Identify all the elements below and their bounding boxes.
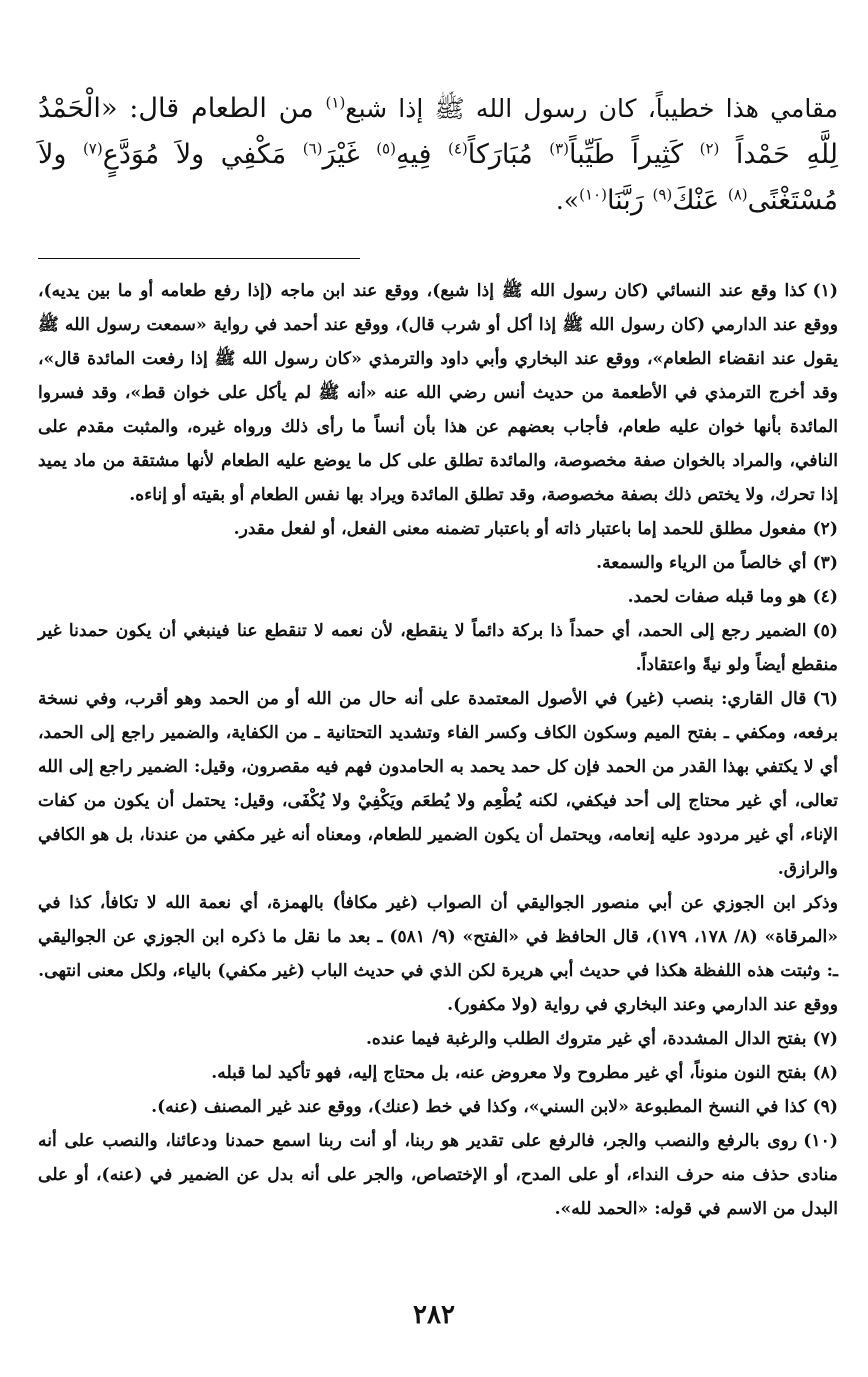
main-segment: كَثِيراً طَيِّباً [569, 139, 700, 170]
main-segment: رَبَّنَا [606, 185, 653, 216]
footnote-number: (٤) [812, 587, 838, 607]
footnotes [38, 274, 838, 1226]
footnote-ref-5: (٥) [376, 139, 396, 158]
main-segment: ولاَ مُسْتَغْنًى [38, 139, 838, 216]
footnote-5 [38, 614, 838, 682]
main-lead: مقامي هذا خطيباً، كان رسول الله ﷺ إذا شبع [345, 94, 839, 123]
footnote-1 [38, 274, 838, 512]
footnote-separator [38, 258, 360, 259]
footnote-number: (٥) [812, 621, 838, 641]
main-segment: مَكْفِي ولاَ مُوَدَّعٍ [102, 139, 303, 170]
footnote-3 [38, 546, 838, 580]
footnote-ref-8: (٨) [727, 185, 748, 204]
footnote-text: بفتح النون منوناً، أي غير مطروح ولا معروض عنه، بل محتاج إليه، فهو تأكيد لما قبله. [211, 1063, 807, 1083]
footnote-6-continuation: ووقع عند الدارمي وعند البخاري في رواية (ولا مكفور). [447, 995, 838, 1015]
footnote-ref-4: (٤) [448, 139, 468, 158]
footnote-number: (٩) [812, 1097, 838, 1117]
footnote-number: (١٠) [803, 1131, 838, 1151]
footnote-4 [38, 580, 838, 614]
footnote-7 [38, 1022, 838, 1056]
footnote-text: روى بالرفع والنصب والجر، فالرفع على تقدير هو ربنا، أو أنت ربنا اسمع حمدنا ودعائنا، والنصب على أنه منادى حذف منه حرف النداء، أو على المدح، أو الإختصاص، والجر على أنه بدل عن الضمير في (عنه)، أو على البدل من الاسم في قوله: «الحمد لله». [38, 1131, 838, 1219]
footnote-9 [38, 1090, 838, 1124]
footnote-text: مفعول مطلق للحمد إما باعتبار ذاته أو باعتبار تضمنه معنى الفعل، أو لفعل مقدر. [233, 519, 807, 539]
footnote-ref-6: (٦) [302, 139, 323, 158]
footnote-ref-1: (١) [325, 93, 346, 112]
page-body [38, 86, 838, 1226]
footnote-ref-7: (٧) [82, 139, 103, 158]
footnote-ref-2: (٢) [699, 139, 720, 158]
footnote-text: بفتح الدال المشددة، أي غير متروك الطلب والرغبة فيما عنده. [365, 1029, 807, 1049]
footnote-2 [38, 512, 838, 546]
footnote-number: (٣) [812, 553, 838, 573]
footnote-6-continuation: وذكر ابن الجوزي عن أبي منصور الجواليقي أن الصواب (غير مكافأ) بالهمزة، أي نعمة الله لا تكافأ، كذا في «المرقاة» (٨/ ١٧٨، ١٧٩)، قال الحافظ في «الفتح» (٩/ ٥٨١) ـ بعد ما نقل ما ذكره ابن الجوزي عن الجواليقي ـ: وثبتت هذه اللفظة هكذا في حديث أبي هريرة لكن الذي في حديث الباب (غير مكفي) بالياء، ولكل معنى انتهى. [38, 893, 839, 981]
page-number: ٢٨٢ [413, 1300, 455, 1330]
main-segment: غَيْرَ [322, 139, 377, 170]
main-end: ». [555, 186, 580, 215]
main-segment: من الطعام قال: «الْحَمْدُ لِلَّهِ حَمْداً [38, 93, 838, 170]
footnote-ref-9: (٩) [652, 185, 673, 204]
footnote-ref-10: (١٠) [579, 185, 607, 204]
footnote-6 [38, 682, 838, 886]
main-segment: مُبَارَكاً [467, 139, 550, 170]
footnote-text: كذا وقع عند النسائي (كان رسول الله ﷺ إذا شبع)، ووقع عند ابن ماجه (إذا رفع طعامه أو ما بين يديه)، ووقع عند الدارمي (كان رسول الله ﷺ إذا أكل أو شرب قال)، ووقع عند أحمد في رواية «سمعت رسول الله ﷺ يقول عند انقضاء الطعام»، ووقع عند البخاري وأبي داود والترمذي «كان رسول الله ﷺ إذا رفعت المائدة قال»، وقد أخرج الترمذي في الأطعمة من حديث أنس رضي الله عنه «أنه ﷺ لم يأكل على خوان قط»، وقد فسروا المائدة بأنها خوان عليه طعام، فأجاب بعضهم عن هذا بأن أنساً ما رأى ذلك ورواه غيره، والمثبت مقدم على النافي، والمراد بالخوان صفة مخصوصة، والمائدة تطلق على كل ما يوضع عليه الطعام لأنها مشتقة من ماد يميد إذا تحرك، ولا يختص ذلك بصفة مخصوصة، وقد تطلق المائدة ويراد بها نفس الطعام أو بقيته أو إناءه. [38, 281, 838, 505]
footnote-number: (٨) [812, 1063, 838, 1083]
footnote-text: كذا في النسخ المطبوعة «لابن السني»، وكذا في خط (عنك)، ووقع عند غير المصنف (عنه). [151, 1097, 807, 1117]
main-segment: عَنْكَ [672, 185, 728, 216]
footnote-text: الضمير رجع إلى الحمد، أي حمداً ذا بركة دائماً لا ينقطع، لأن نعمه لا تنقطع عنا فينبغي أن يكون حمدنا غير منقطع أيضاً ولو نيةً واعتقاداً. [38, 621, 838, 675]
main-segment: فِيهِ [395, 139, 448, 170]
footnote-ref-3: (٣) [549, 139, 570, 158]
footnote-number: (٧) [812, 1029, 838, 1049]
footnote-8 [38, 1056, 838, 1090]
footnote-number: (٢) [812, 519, 838, 539]
main-text [38, 86, 838, 224]
footnote-text: هو وما قبله صفات لحمد. [627, 587, 807, 607]
footnote-number: (٦) [812, 689, 838, 709]
footnote-text: أي خالصاً من الرياء والسمعة. [596, 553, 807, 573]
footnote-text: قال القاري: بنصب (غير) في الأصول المعتمدة على أنه حال من الله أو من الحمد وهو أقرب، وفي نسخة برفعه، ومكفي ـ بفتح الميم وسكون الكاف وكسر الفاء وتشديد التحتانية ـ من الكفاية، والضمير راجع إلى الحمد، أي لا يكتفي بهذا القدر من الحمد فإن كل حمد يحمد به الحامدون فهم فيه مقصرون، وقيل: الضمير راجع إلى الله تعالى، أي غير محتاج إلى أحد فيكفي، لكنه يُطْعِم ولا يُطعَم ويَكْفِيْ ولا يُكْفَى، وقيل: يحتمل أن يكون من كفات الإناء، أي غير مردود عليه إنعامه، ويحتمل أن يكون الضمير للطعام، ومعناه أنه غير مكفي من عندنا، بل هو الكافي والرازق. [38, 689, 838, 879]
footnote-10 [38, 1124, 838, 1226]
footnote-number: (١) [812, 281, 838, 301]
